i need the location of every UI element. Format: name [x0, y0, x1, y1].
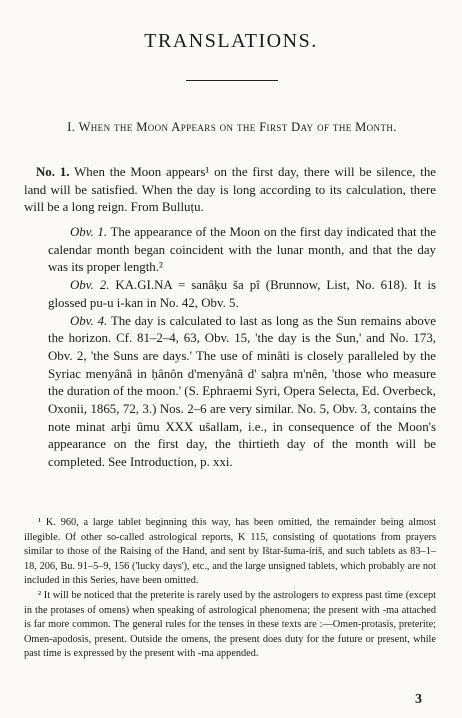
page-number: 3: [415, 692, 422, 707]
obverse-label: Obv. 4.: [70, 313, 108, 328]
obverse-notes: [24, 224, 436, 472]
section-heading: I. When the Moon Appears on the First Day of the Month.: [67, 120, 397, 134]
entry-text: When the Moon appears¹ on the first day, there will be silence, the land will be satisfied. When the day is long according to its calculation, there will be a long reign. From Bulluṭu.: [24, 165, 436, 215]
obverse-note: [48, 277, 436, 312]
obverse-note: [48, 313, 436, 472]
obverse-note: [48, 224, 436, 277]
obverse-text: The appearance of the Moon on the first day indicated that the calendar month began coincident with the lunar month, and that the day was its proper length.²: [48, 225, 436, 275]
entry-number: No. 1.: [36, 165, 70, 179]
page-title: TRANSLATIONS.: [144, 30, 318, 52]
footnote: ² It will be noticed that the preterite is rarely used by the astrologers to express past time (except in the protases of omens) when speaking of astrological phenomena; the present with -ma attached is far more common. The general rules for the tenses in these texts are :—Omen-protasis, preterite; Omen-apodosis, present. Outside the omens, the present does duty for the future or present, while past time is expressed by the present with -ma appended.: [24, 589, 436, 660]
obverse-text: The day is calculated to last as long as the Sun remains above the horizon. Cf. 81–2–4, 63, Obv. 15, 'the day is the Sun,' and No. 173, Obv. 2, 'the Suns are days.' The use of minâti is closely paralleled by the Syriac menyânâ in ḥânôn d'menyânâ d' saḥra m'nên, 'those who measure the duration of the moon.' (S. Ephraemi Syri, Opera Selecta, Ed. Overbeck, Oxonii, 1865, 72, 3.) Nos. 2–6 are very similar. No. 5, Obv. 3, contains the note minat arḫi ûmu XXX ušallam, i.e., in consequence of the Moon's appearance on the first day, the thirtieth day of the month will be completed. See Introduction, p. xxi.: [48, 313, 436, 470]
obverse-label: Obv. 1.: [70, 225, 108, 239]
title-divider: [186, 80, 278, 81]
obverse-label: Obv. 2.: [70, 278, 110, 293]
footnotes: [24, 516, 436, 662]
footnote: ¹ K. 960, a large tablet beginning this way, has been omitted, the remainder being almost illegible. Of other so-called astrological reports, K 115, consisting of quotations from prayers similar to those of the Raising of the Hand, and sent by Ištar-šuma-íriš, and such tablets as 83–1–18, 206, Bu. 91–5–9, 156 ('lucky days'), etc., and the large unsigned tablets, which probably are not included in this Series, have been omitted.: [24, 517, 436, 587]
obverse-text: KA.GI.NA = sanâḳu ša pî (Brunnow, List, No. 618). It is glossed pu-u i-kan in No. 42, Obv. 5.: [48, 278, 436, 310]
entry-paragraph: [24, 164, 436, 217]
